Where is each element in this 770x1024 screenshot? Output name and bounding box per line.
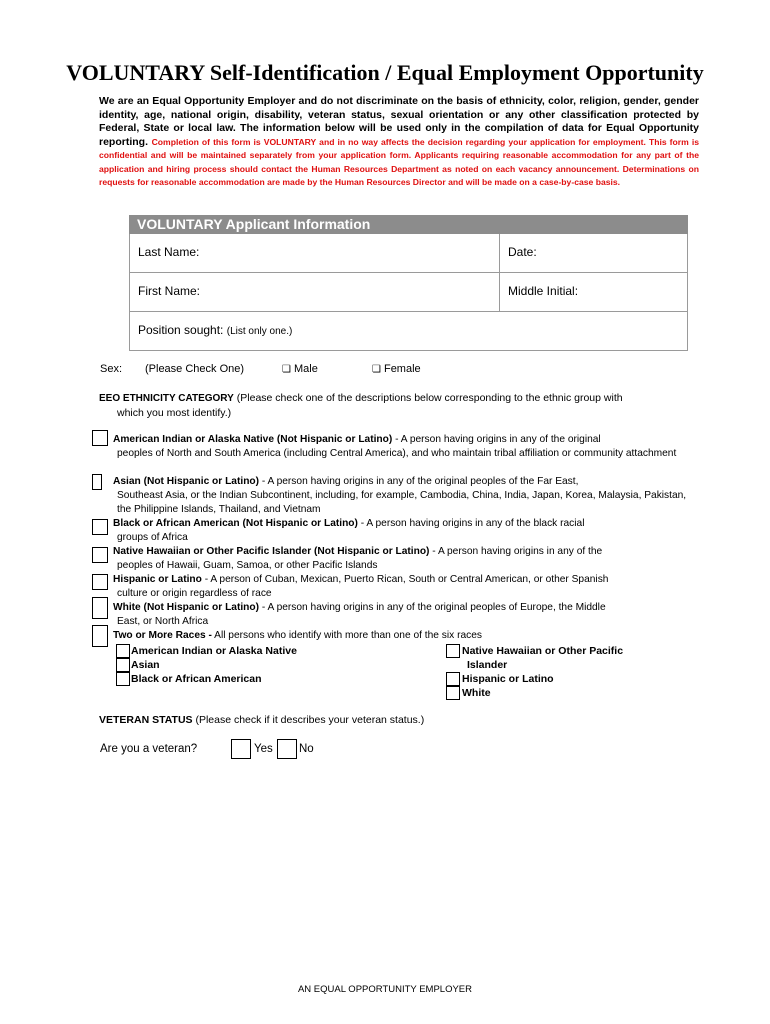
male-option[interactable]: ❏ Male [282,363,318,375]
category-two-or-more: Two or More Races - All persons who identify with more than one of the six races [113,630,482,641]
sex-label: Sex: [100,363,123,375]
sub-hispanic-checkbox[interactable] [446,672,460,686]
checkbox-icon: ❏ [282,364,291,375]
veteran-no-label: No [299,743,314,755]
category-white: White (Not Hispanic or Latino) - A person having origins in any of the original peoples of Europe, the Middle East, or North Africa [113,602,606,627]
position-note: (List only one.) [226,326,293,337]
applicant-info-panel [129,215,688,351]
category-native-hawaiian: Native Hawaiian or Other Pacific Islander (Not Hispanic or Latino) - A person having origins in any of the peoples of Hawaii, Guam, Samoa, or other Pacific Islands [113,546,603,571]
sub-asian-label: Asian [131,659,160,671]
panel-header: VOLUNTARY Applicant Information [129,215,688,234]
checkbox-icon: ❏ [372,364,381,375]
category-asian: Asian (Not Hispanic or Latino) - A person having origins in any of the original peoples of the Far East, Southeast Asia, or the Indian Subcontinent, including, for example, Cambodia, China, India, Japan, Korea, Malaysia, Pakistan, the Philippine Islands, Thailand, and Vietnam [113,476,687,515]
sub-american-indian-checkbox[interactable] [116,644,130,658]
sub-black-label: Black or African American [131,673,262,685]
sub-white-label: White [462,687,491,699]
veteran-question: Are you a veteran? [100,743,198,755]
veteran-heading: VETERAN STATUS (Please check if it describes your veteran status.) [99,714,425,726]
female-option[interactable]: ❏ Female [372,363,421,375]
sub-native-hawaiian-label: Native Hawaiian or Other Pacific [462,645,624,657]
category-black: Black or African American (Not Hispanic or Latino) - A person having origins in any of the black racial groups of Africa [113,518,585,543]
sub-hispanic-label: Hispanic or Latino [462,673,554,685]
veteran-yes-label: Yes [254,743,273,755]
sub-asian-checkbox[interactable] [116,658,130,672]
eeo-statement: We are an Equal Opportunity Employer and do not discriminate on the basis of ethnicity, color, religion, gender, gender identity, age, national origin, disability, veteran status, sexual orientation or any other classification protected by Federal, State or local law. The information below will be used only in the compilation of data for Equal Opportunity reporting. [99,95,699,148]
intro-paragraph [99,95,699,190]
footer: AN EQUAL OPPORTUNITY EMPLOYER [297,984,473,995]
position-row [129,312,688,351]
last-name-field[interactable]: Last Name: [130,234,500,272]
white-checkbox[interactable] [92,597,108,619]
american-indian-checkbox[interactable] [92,430,108,446]
native-hawaiian-checkbox[interactable] [92,547,108,563]
category-hispanic: Hispanic or Latino - A person of Cuban, Mexican, Puerto Rican, South or Central American, or other Spanish culture or origin regardless of race [113,574,609,599]
name-date-row [129,234,688,273]
veteran-yes-checkbox[interactable] [231,739,251,759]
sub-american-indian-label: American Indian or Alaska Native [131,645,297,657]
asian-checkbox[interactable] [92,474,102,490]
category-american-indian: American Indian or Alaska Native (Not Hispanic or Latino) - A person having origins in any of the original peoples of North and South America (including Central America), and who maintain tribal affiliation or community attachment [113,434,677,459]
veteran-no-checkbox[interactable] [277,739,297,759]
sub-islander-label: Islander [467,659,508,671]
voluntary-notice: Completion of this form is VOLUNTARY and in no way affects the decision regarding your application for employment. This form is confidential and will be maintained separately from your application form. Applicants requiring reasonable accommodation for any part of the application and hiring process should contact the Human Resources Department as noted on each vacancy announcement. Determinations on requests for reasonable accommodation are made by the Human Resources Director and will be made on a case-by-case basis. [99,136,699,187]
middle-initial-field[interactable]: Middle Initial: [508,284,579,298]
first-name-row [129,273,688,312]
first-name-field[interactable]: First Name: [130,273,500,311]
two-or-more-checkbox[interactable] [92,625,108,647]
eeo-heading: EEO ETHNICITY CATEGORY (Please check one of the descriptions below corresponding to the ethnic group with which you most identify.) [99,392,623,419]
sub-black-checkbox[interactable] [116,672,130,686]
sub-native-hawaiian-checkbox[interactable] [446,644,460,658]
position-field[interactable]: Position sought: (List only one.) [138,323,293,337]
page-title: VOLUNTARY Self-Identification / Equal Employment Opportunity [66,60,704,85]
date-field[interactable]: Date: [508,245,537,259]
hispanic-checkbox[interactable] [92,574,108,590]
sex-instruction: (Please Check One) [145,363,245,375]
sub-white-checkbox[interactable] [446,686,460,700]
black-checkbox[interactable] [92,519,108,535]
